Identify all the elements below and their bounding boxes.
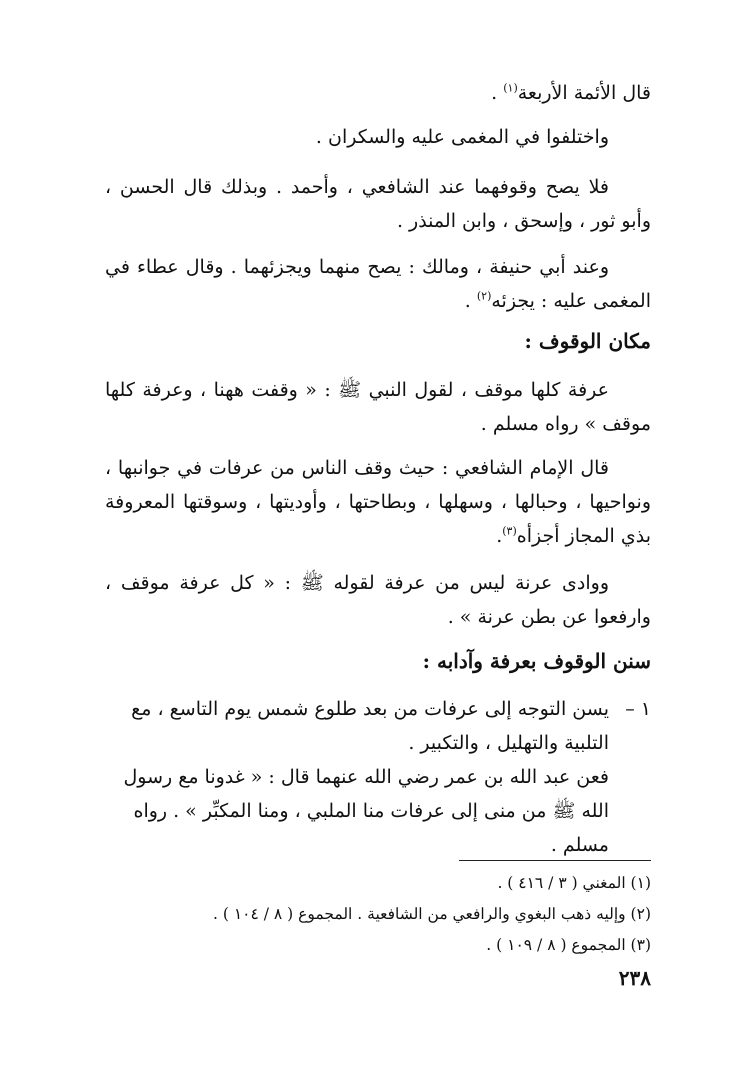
list-item-1-text: يسن التوجه إلى عرفات من بعد طلوع شمس يوم التاسع ، مع التلبية والتهليل ، والتكبير . (131, 698, 609, 754)
paragraph-4-end: . (464, 290, 477, 312)
paragraph-1-end: . (491, 82, 504, 104)
list-item-number: ١ – (625, 698, 651, 720)
section-heading-location: مكان الوقوف : (524, 329, 651, 353)
paragraph-6 (105, 451, 651, 553)
footnote-ref-1: (١) (503, 81, 518, 95)
list-item-1-hadith: فعن عبد الله بن عمر رضي الله عنهما قال : « غدونا مع رسول الله ﷺ من منى إلى عرفات منا الملبي ، ومنا المكبِّر » . رواه مسلم . (123, 766, 609, 856)
page-number: ٢٣٨ (618, 966, 651, 990)
paragraph-1-text: قال الأئمة الأربعة (517, 82, 651, 104)
list-item-1 (105, 692, 651, 862)
footnote-ref-3: (٣) (502, 524, 517, 538)
paragraph-2: واختلفوا في المغمى عليه والسكران . (315, 126, 609, 148)
footnote-3: (٣) المجموع ( ٨ / ١٠٩ ) . (486, 936, 651, 954)
footnote-divider (459, 860, 651, 861)
section-heading-sunan: سنن الوقوف بعرفة وآدابه : (422, 649, 651, 673)
footnote-ref-2: (٢) (476, 289, 492, 303)
footnote-1: (١) المغني ( ٣ / ٤١٦ ) . (497, 874, 651, 892)
footnote-2: (٢) وإليه ذهب البغوي والرافعي من الشافعية . المجموع ( ٨ / ١٠٤ ) . (213, 905, 651, 923)
paragraph-4-text: وعند أبي حنيفة ، ومالك : يصح منهما ويجزئهما . وقال عطاء في المغمى عليه : يجزئه (105, 256, 651, 312)
paragraph-7: ووادى عرنة ليس من عرفة لقوله ﷺ : « كل عرفة موقف ، وارفعوا عن بطن عرنة » . (105, 572, 651, 628)
paragraph-5: عرفة كلها موقف ، لقول النبي ﷺ : « وقفت ههنا ، وعرفة كلها موقف » رواه مسلم . (105, 379, 651, 435)
paragraph-1 (105, 76, 651, 110)
paragraph-6-end: . (496, 525, 503, 547)
paragraph-3: فلا يصح وقوفهما عند الشافعي ، وأحمد . وبذلك قال الحسن ، وأبو ثور ، وإسحق ، وابن المنذر . (105, 176, 651, 232)
paragraph-4 (105, 250, 651, 318)
paragraph-6-text: قال الإمام الشافعي : حيث وقف الناس من عرفات في جوانبها ، ونواحيها ، وحبالها ، وسهلها ، وبطاحتها ، وأوديتها ، وسوقتها المعروفة بذي المجاز أجزأه (105, 457, 651, 547)
